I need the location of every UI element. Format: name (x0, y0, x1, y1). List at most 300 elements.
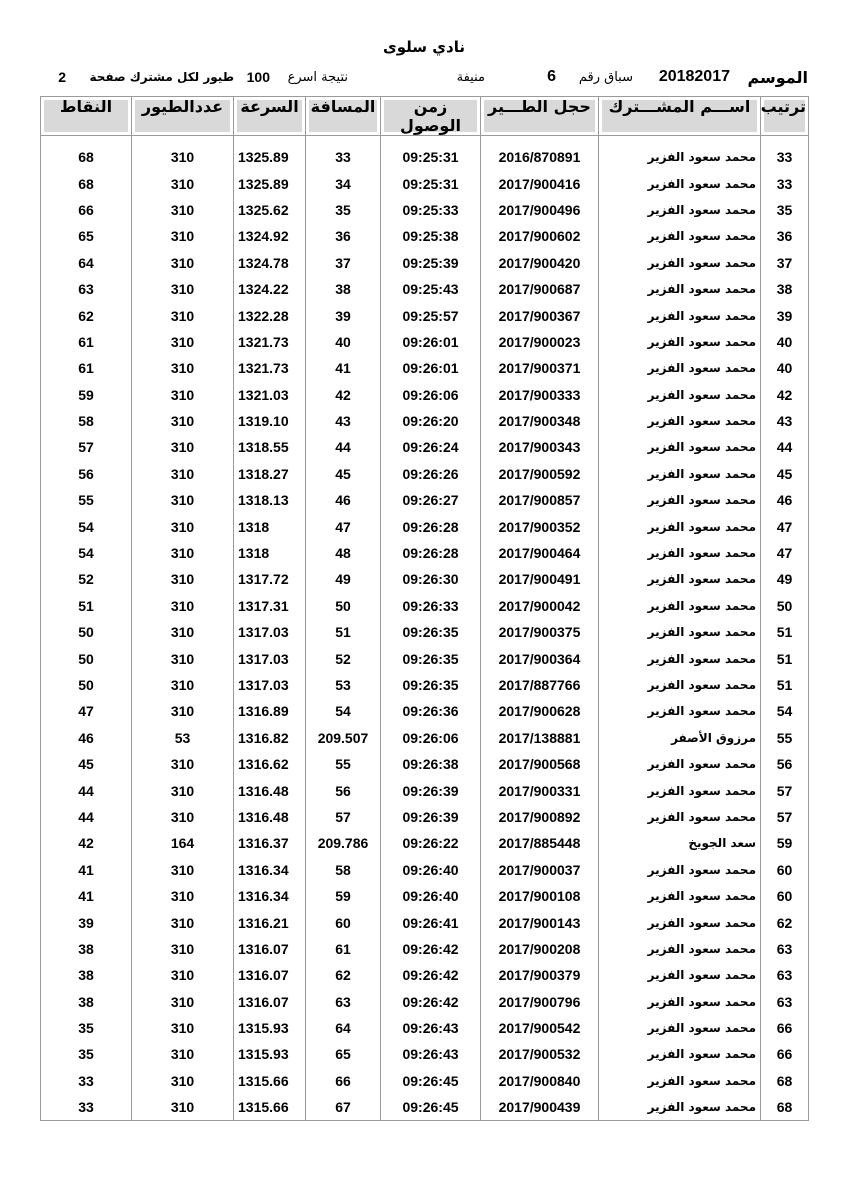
ring-cell: 2017/900568 (481, 751, 599, 777)
birds-cell: 310 (132, 1094, 234, 1121)
col-header-birds: عددالطيور (132, 97, 234, 136)
name-cell: محمد سعود الفزير (599, 566, 761, 592)
col-header-time: زمن الوصول (381, 97, 481, 136)
name-cell: محمد سعود الفزير (599, 250, 761, 276)
rank-cell: 57 (761, 804, 809, 830)
dist-cell: 55 (306, 751, 381, 777)
name-cell: محمد سعود الفزير (599, 1041, 761, 1067)
rank-cell: 42 (761, 382, 809, 408)
dist-cell: 63 (306, 989, 381, 1015)
speed-cell: 1318.55 (234, 434, 306, 460)
birds-cell: 310 (132, 1068, 234, 1094)
dist-cell: 35 (306, 197, 381, 223)
ring-cell: 2017/900420 (481, 250, 599, 276)
table-row (41, 382, 809, 408)
birds-cell: 310 (132, 302, 234, 328)
time-cell: 09:26:30 (381, 566, 481, 592)
points-cell: 63 (41, 276, 132, 302)
name-cell: محمد سعود الفزير (599, 989, 761, 1015)
speed-cell: 1322.28 (234, 302, 306, 328)
birds-cell: 310 (132, 593, 234, 619)
ring-cell: 2017/900367 (481, 302, 599, 328)
birds-cell: 310 (132, 619, 234, 645)
dist-cell: 53 (306, 672, 381, 698)
rank-cell: 50 (761, 593, 809, 619)
table-row (41, 408, 809, 434)
ring-cell: 2017/900542 (481, 1015, 599, 1041)
speed-cell: 1317.31 (234, 593, 306, 619)
birds-cell: 310 (132, 144, 234, 170)
table-row (41, 1041, 809, 1067)
speed-cell: 1316.34 (234, 883, 306, 909)
table-row (41, 804, 809, 830)
points-cell: 59 (41, 382, 132, 408)
time-cell: 09:26:06 (381, 382, 481, 408)
col-header-points: النقاط (41, 97, 132, 136)
ring-cell: 2017/900592 (481, 461, 599, 487)
speed-cell: 1316.82 (234, 725, 306, 751)
ring-cell: 2017/900208 (481, 936, 599, 962)
points-cell: 51 (41, 593, 132, 619)
name-cell: محمد سعود الفزير (599, 461, 761, 487)
dist-cell: 59 (306, 883, 381, 909)
name-cell: محمد سعود الفزير (599, 487, 761, 513)
table-row (41, 302, 809, 328)
birds-cell: 310 (132, 276, 234, 302)
birds-cell: 310 (132, 382, 234, 408)
table-row (41, 250, 809, 276)
ring-cell: 2017/900416 (481, 170, 599, 196)
dist-cell: 41 (306, 355, 381, 381)
speed-cell: 1318.13 (234, 487, 306, 513)
race-label: سباق رقم (578, 70, 633, 85)
time-cell: 09:25:31 (381, 170, 481, 196)
speed-cell: 1325.62 (234, 197, 306, 223)
rank-cell: 35 (761, 197, 809, 223)
points-cell: 61 (41, 329, 132, 355)
name-cell: محمد سعود الفزير (599, 170, 761, 196)
name-cell: محمد سعود الفزير (599, 223, 761, 249)
table-row (41, 276, 809, 302)
table-row (41, 725, 809, 751)
rank-cell: 59 (761, 830, 809, 856)
table-row (41, 857, 809, 883)
rank-cell: 38 (761, 276, 809, 302)
ring-cell: 2017/900628 (481, 698, 599, 724)
birds-cell: 310 (132, 883, 234, 909)
ring-cell: 2017/900108 (481, 883, 599, 909)
birds-cell: 310 (132, 645, 234, 671)
time-cell: 09:26:01 (381, 329, 481, 355)
speed-cell: 1325.89 (234, 144, 306, 170)
table-row (41, 645, 809, 671)
name-cell: محمد سعود الفزير (599, 909, 761, 935)
name-cell: محمد سعود الفزير (599, 513, 761, 539)
dist-cell: 60 (306, 909, 381, 935)
col-header-name: اســـم المشـــترك (599, 97, 761, 136)
table-row (41, 751, 809, 777)
ring-cell: 2017/900037 (481, 857, 599, 883)
ring-cell: 2017/900348 (481, 408, 599, 434)
rank-cell: 68 (761, 1068, 809, 1094)
name-cell: مرزوق الأصفر (599, 725, 761, 751)
dist-cell: 37 (306, 250, 381, 276)
time-cell: 09:26:42 (381, 962, 481, 988)
birds-cell: 310 (132, 936, 234, 962)
spacer-cell (761, 136, 809, 145)
name-cell: محمد سعود الفزير (599, 751, 761, 777)
birds-cell: 310 (132, 566, 234, 592)
speed-cell: 1316.48 (234, 804, 306, 830)
time-cell: 09:26:01 (381, 355, 481, 381)
dist-cell: 51 (306, 619, 381, 645)
table-row (41, 936, 809, 962)
time-cell: 09:26:43 (381, 1041, 481, 1067)
speed-cell: 1321.03 (234, 382, 306, 408)
time-cell: 09:26:42 (381, 989, 481, 1015)
birds-per-member-label: طيور لكل مشترك صفحة (89, 70, 234, 84)
points-cell: 62 (41, 302, 132, 328)
time-cell: 09:25:38 (381, 223, 481, 249)
rank-cell: 51 (761, 645, 809, 671)
speed-cell: 1324.22 (234, 276, 306, 302)
birds-cell: 310 (132, 1015, 234, 1041)
name-cell: محمد سعود الفزير (599, 804, 761, 830)
ring-cell: 2017/900331 (481, 777, 599, 803)
ring-cell: 2017/885448 (481, 830, 599, 856)
dist-cell: 50 (306, 593, 381, 619)
time-cell: 09:26:40 (381, 883, 481, 909)
rank-cell: 63 (761, 989, 809, 1015)
points-cell: 33 (41, 1068, 132, 1094)
speed-cell: 1315.93 (234, 1041, 306, 1067)
name-cell: محمد سعود الفزير (599, 540, 761, 566)
birds-cell: 310 (132, 672, 234, 698)
speed-cell: 1321.73 (234, 355, 306, 381)
speed-cell: 1318 (234, 540, 306, 566)
rank-cell: 47 (761, 513, 809, 539)
points-cell: 54 (41, 540, 132, 566)
ring-cell: 2017/900343 (481, 434, 599, 460)
rank-cell: 44 (761, 434, 809, 460)
points-cell: 58 (41, 408, 132, 434)
birds-cell: 53 (132, 725, 234, 751)
birds-cell: 310 (132, 962, 234, 988)
table-row (41, 329, 809, 355)
ring-cell: 2017/900379 (481, 962, 599, 988)
birds-cell: 310 (132, 777, 234, 803)
time-cell: 09:26:42 (381, 936, 481, 962)
time-cell: 09:25:57 (381, 302, 481, 328)
birds-cell: 310 (132, 513, 234, 539)
points-cell: 54 (41, 513, 132, 539)
rank-cell: 39 (761, 302, 809, 328)
table-row (41, 1068, 809, 1094)
points-cell: 38 (41, 962, 132, 988)
points-cell: 57 (41, 434, 132, 460)
time-cell: 09:26:35 (381, 672, 481, 698)
rank-cell: 51 (761, 619, 809, 645)
table-row (41, 698, 809, 724)
name-cell: محمد سعود الفزير (599, 302, 761, 328)
table-row (41, 1094, 809, 1121)
birds-cell: 310 (132, 540, 234, 566)
result-label: نتيجة اسرع (287, 70, 348, 85)
birds-cell: 310 (132, 804, 234, 830)
dist-cell: 33 (306, 144, 381, 170)
report-meta (40, 68, 808, 90)
name-cell: سعد الجويخ (599, 830, 761, 856)
name-cell: محمد سعود الفزير (599, 777, 761, 803)
speed-cell: 1324.78 (234, 250, 306, 276)
rank-cell: 49 (761, 566, 809, 592)
name-cell: محمد سعود الفزير (599, 1068, 761, 1094)
time-cell: 09:26:41 (381, 909, 481, 935)
dist-cell: 40 (306, 329, 381, 355)
name-cell: محمد سعود الفزير (599, 698, 761, 724)
name-cell: محمد سعود الفزير (599, 962, 761, 988)
table-row (41, 830, 809, 856)
points-cell: 68 (41, 144, 132, 170)
table-row (41, 1015, 809, 1041)
speed-cell: 1316.21 (234, 909, 306, 935)
table-row (41, 777, 809, 803)
rank-cell: 55 (761, 725, 809, 751)
points-cell: 35 (41, 1015, 132, 1041)
birds-cell: 310 (132, 408, 234, 434)
rank-cell: 63 (761, 936, 809, 962)
name-cell: محمد سعود الفزير (599, 434, 761, 460)
birds-cell: 310 (132, 461, 234, 487)
birds-cell: 164 (132, 830, 234, 856)
table-row (41, 672, 809, 698)
dist-cell: 34 (306, 170, 381, 196)
ring-cell: 2017/900464 (481, 540, 599, 566)
table-body (41, 136, 809, 1121)
points-cell: 38 (41, 989, 132, 1015)
time-cell: 09:25:31 (381, 144, 481, 170)
rank-cell: 66 (761, 1041, 809, 1067)
points-cell: 42 (41, 830, 132, 856)
points-cell: 68 (41, 170, 132, 196)
dist-cell: 58 (306, 857, 381, 883)
points-cell: 56 (41, 461, 132, 487)
rank-cell: 46 (761, 487, 809, 513)
time-cell: 09:26:43 (381, 1015, 481, 1041)
time-cell: 09:26:35 (381, 619, 481, 645)
name-cell: محمد سعود الفزير (599, 144, 761, 170)
rank-cell: 33 (761, 144, 809, 170)
col-header-ring: حجل الطـــير (481, 97, 599, 136)
ring-cell: 2017/900042 (481, 593, 599, 619)
birds-cell: 310 (132, 1041, 234, 1067)
time-cell: 09:26:35 (381, 645, 481, 671)
race-number: 6 (547, 68, 556, 85)
time-cell: 09:26:38 (381, 751, 481, 777)
birds-cell: 310 (132, 909, 234, 935)
results-table (40, 96, 809, 1121)
name-cell: محمد سعود الفزير (599, 1015, 761, 1041)
time-cell: 09:26:39 (381, 777, 481, 803)
speed-cell: 1324.92 (234, 223, 306, 249)
page-number: 2 (58, 69, 66, 85)
rank-cell: 54 (761, 698, 809, 724)
dist-cell: 56 (306, 777, 381, 803)
points-cell: 35 (41, 1041, 132, 1067)
name-cell: محمد سعود الفزير (599, 355, 761, 381)
col-header-speed: السرعة (234, 97, 306, 136)
speed-cell: 1325.89 (234, 170, 306, 196)
spacer-cell (41, 136, 132, 145)
points-cell: 44 (41, 777, 132, 803)
rank-cell: 68 (761, 1094, 809, 1121)
spacer-cell (481, 136, 599, 145)
table-row (41, 513, 809, 539)
time-cell: 09:26:36 (381, 698, 481, 724)
time-cell: 09:26:45 (381, 1068, 481, 1094)
points-cell: 33 (41, 1094, 132, 1121)
birds-cell: 310 (132, 857, 234, 883)
table-row (41, 355, 809, 381)
speed-cell: 1315.93 (234, 1015, 306, 1041)
ring-cell: 2017/900439 (481, 1094, 599, 1121)
club-title: نادي سلوى (383, 38, 465, 56)
time-cell: 09:26:26 (381, 461, 481, 487)
points-cell: 44 (41, 804, 132, 830)
ring-cell: 2017/900375 (481, 619, 599, 645)
points-cell: 41 (41, 883, 132, 909)
ring-cell: 2017/900491 (481, 566, 599, 592)
rank-cell: 43 (761, 408, 809, 434)
table-row (41, 566, 809, 592)
rank-cell: 56 (761, 751, 809, 777)
spacer-cell (306, 136, 381, 145)
name-cell: محمد سعود الفزير (599, 936, 761, 962)
speed-cell: 1321.73 (234, 329, 306, 355)
points-cell: 39 (41, 909, 132, 935)
speed-cell: 1316.07 (234, 962, 306, 988)
name-cell: محمد سعود الفزير (599, 593, 761, 619)
speed-cell: 1317.03 (234, 645, 306, 671)
table-row (41, 197, 809, 223)
birds-cell: 310 (132, 487, 234, 513)
speed-cell: 1316.34 (234, 857, 306, 883)
rank-cell: 47 (761, 540, 809, 566)
rank-cell: 37 (761, 250, 809, 276)
time-cell: 09:26:27 (381, 487, 481, 513)
points-cell: 55 (41, 487, 132, 513)
name-cell: محمد سعود الفزير (599, 619, 761, 645)
result-count: 100 (246, 69, 270, 85)
dist-cell: 209.786 (306, 830, 381, 856)
rank-cell: 60 (761, 883, 809, 909)
dist-cell: 49 (306, 566, 381, 592)
table-row (41, 170, 809, 196)
dist-cell: 54 (306, 698, 381, 724)
name-cell: محمد سعود الفزير (599, 1094, 761, 1121)
ring-cell: 2017/900840 (481, 1068, 599, 1094)
ring-cell: 2017/887766 (481, 672, 599, 698)
table-spacer-row (41, 136, 809, 145)
birds-cell: 310 (132, 250, 234, 276)
birds-cell: 310 (132, 434, 234, 460)
dist-cell: 43 (306, 408, 381, 434)
col-header-distance: المسافة (306, 97, 381, 136)
speed-cell: 1317.72 (234, 566, 306, 592)
name-cell: محمد سعود الفزير (599, 276, 761, 302)
birds-cell: 310 (132, 989, 234, 1015)
spacer-cell (234, 136, 306, 145)
dist-cell: 209.507 (306, 725, 381, 751)
rank-cell: 57 (761, 777, 809, 803)
name-cell: محمد سعود الفزير (599, 645, 761, 671)
ring-cell: 2017/900333 (481, 382, 599, 408)
birds-cell: 310 (132, 197, 234, 223)
ring-cell: 2016/870891 (481, 144, 599, 170)
speed-cell: 1316.07 (234, 989, 306, 1015)
ring-cell: 2017/900023 (481, 329, 599, 355)
ring-cell: 2017/900364 (481, 645, 599, 671)
rank-cell: 40 (761, 355, 809, 381)
birds-cell: 310 (132, 170, 234, 196)
dist-cell: 64 (306, 1015, 381, 1041)
dist-cell: 61 (306, 936, 381, 962)
ring-cell: 2017/900857 (481, 487, 599, 513)
rank-cell: 45 (761, 461, 809, 487)
dist-cell: 45 (306, 461, 381, 487)
points-cell: 46 (41, 725, 132, 751)
points-cell: 41 (41, 857, 132, 883)
race-place: منيفة (456, 70, 485, 85)
birds-cell: 310 (132, 698, 234, 724)
name-cell: محمد سعود الفزير (599, 197, 761, 223)
table-row (41, 989, 809, 1015)
dist-cell: 48 (306, 540, 381, 566)
dist-cell: 66 (306, 1068, 381, 1094)
speed-cell: 1316.48 (234, 777, 306, 803)
points-cell: 45 (41, 751, 132, 777)
rank-cell: 63 (761, 962, 809, 988)
spacer-cell (599, 136, 761, 145)
time-cell: 09:26:24 (381, 434, 481, 460)
ring-cell: 2017/900687 (481, 276, 599, 302)
speed-cell: 1315.66 (234, 1094, 306, 1121)
time-cell: 09:26:45 (381, 1094, 481, 1121)
points-cell: 50 (41, 645, 132, 671)
name-cell: محمد سعود الفزير (599, 329, 761, 355)
points-cell: 65 (41, 223, 132, 249)
table-row (41, 593, 809, 619)
spacer-cell (132, 136, 234, 145)
table-row (41, 434, 809, 460)
points-cell: 50 (41, 672, 132, 698)
time-cell: 09:25:33 (381, 197, 481, 223)
time-cell: 09:26:28 (381, 540, 481, 566)
rank-cell: 60 (761, 857, 809, 883)
table-row (41, 461, 809, 487)
table-header-row (41, 97, 809, 136)
speed-cell: 1315.66 (234, 1068, 306, 1094)
points-cell: 64 (41, 250, 132, 276)
table-row (41, 223, 809, 249)
dist-cell: 44 (306, 434, 381, 460)
speed-cell: 1316.07 (234, 936, 306, 962)
time-cell: 09:26:22 (381, 830, 481, 856)
dist-cell: 42 (306, 382, 381, 408)
dist-cell: 57 (306, 804, 381, 830)
season-label: الموسم (747, 68, 808, 87)
time-cell: 09:26:39 (381, 804, 481, 830)
